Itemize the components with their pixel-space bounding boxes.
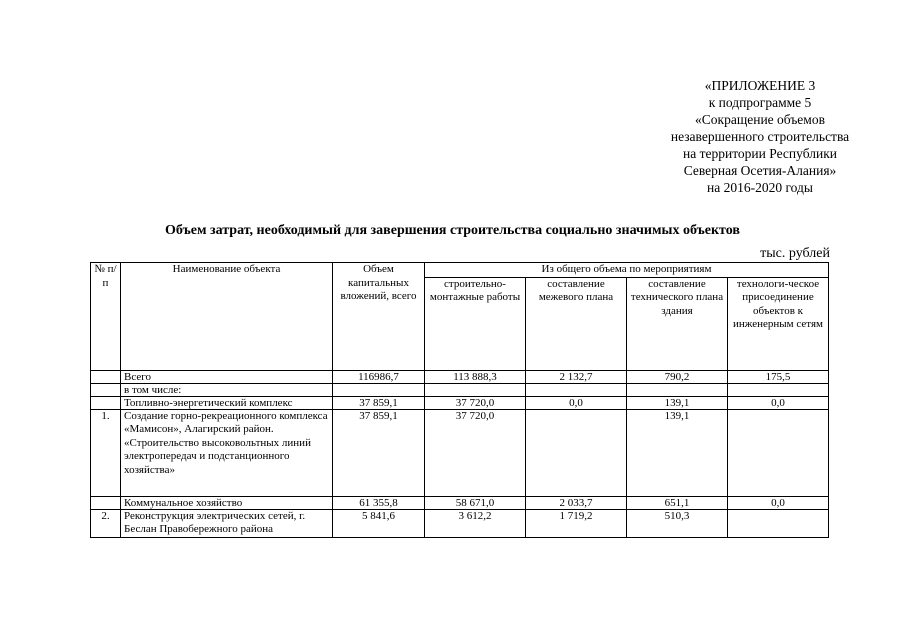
row-total: 116986,7	[333, 370, 425, 383]
appendix-line: «Сокращение объемов	[695, 112, 825, 127]
row-connection	[728, 383, 829, 396]
header-technical-plan: составление технического плана здания	[627, 277, 728, 370]
table-row	[91, 509, 829, 537]
row-construction: 113 888,3	[425, 370, 526, 383]
row-num	[91, 370, 121, 383]
row-survey-plan	[526, 383, 627, 396]
header-survey-plan: составление межевого плана	[526, 277, 627, 370]
header-num: № п/п	[91, 263, 121, 371]
row-total: 61 355,8	[333, 496, 425, 509]
table-row	[91, 383, 829, 396]
cost-table	[90, 262, 829, 538]
row-total: 37 859,1	[333, 409, 425, 496]
row-technical-plan: 510,3	[627, 509, 728, 537]
appendix-header	[640, 77, 880, 196]
row-construction: 37 720,0	[425, 396, 526, 409]
row-survey-plan: 0,0	[526, 396, 627, 409]
row-technical-plan: 139,1	[627, 409, 728, 496]
row-name: Коммунальное хозяйство	[121, 496, 333, 509]
row-construction: 37 720,0	[425, 409, 526, 496]
appendix-line: «ПРИЛОЖЕНИЕ 3	[704, 78, 816, 93]
row-survey-plan	[526, 409, 627, 496]
header-group: Из общего объема по мероприятиям	[425, 263, 829, 278]
row-num: 1.	[91, 409, 121, 496]
row-name: Создание горно-рекреационного комплекса «Мамисон», Алагирский район. «Строительство высоковольтных линий электропередач и подстанционного хозяйства»	[121, 409, 333, 496]
row-construction: 3 612,2	[425, 509, 526, 537]
header-total: Объем капитальных вложений, всего	[333, 263, 425, 371]
row-survey-plan: 2 033,7	[526, 496, 627, 509]
row-name: Реконструкция электрических сетей, г. Беслан Правобережного района	[121, 509, 333, 537]
row-num	[91, 496, 121, 509]
row-technical-plan	[627, 383, 728, 396]
appendix-line: к подпрограмме 5	[708, 95, 812, 110]
row-technical-plan: 790,2	[627, 370, 728, 383]
appendix-line: на территории Республики	[683, 146, 837, 161]
row-connection: 0,0	[728, 496, 829, 509]
appendix-line: на 2016-2020 годы	[707, 180, 813, 195]
table-row	[91, 370, 829, 383]
row-connection: 175,5	[728, 370, 829, 383]
table-row	[91, 409, 829, 496]
appendix-line: Северная Осетия-Алания»	[683, 163, 837, 178]
header-row	[91, 263, 829, 278]
row-num	[91, 383, 121, 396]
row-total: 37 859,1	[333, 396, 425, 409]
row-technical-plan: 139,1	[627, 396, 728, 409]
row-name: Топливно-энергетический комплекс	[121, 396, 333, 409]
units-label: тыс. рублей	[760, 246, 830, 261]
row-construction	[425, 383, 526, 396]
row-construction: 58 671,0	[425, 496, 526, 509]
row-name: в том числе:	[121, 383, 333, 396]
row-name: Всего	[121, 370, 333, 383]
row-connection: 0,0	[728, 396, 829, 409]
row-total: 5 841,6	[333, 509, 425, 537]
row-total	[333, 383, 425, 396]
row-technical-plan: 651,1	[627, 496, 728, 509]
header-name: Наименование объекта	[121, 263, 333, 371]
row-connection	[728, 509, 829, 537]
table-row	[91, 396, 829, 409]
table-row	[91, 496, 829, 509]
appendix-line: незавершенного строительства	[670, 129, 850, 144]
row-survey-plan: 2 132,7	[526, 370, 627, 383]
row-num: 2.	[91, 509, 121, 537]
header-construction: строительно-монтажные работы	[425, 277, 526, 370]
document-title: Объем затрат, необходимый для завершения строительства социально значимых объектов	[165, 223, 740, 238]
row-connection	[728, 409, 829, 496]
row-survey-plan: 1 719,2	[526, 509, 627, 537]
row-num	[91, 396, 121, 409]
header-connection: технологи-ческое присоединение объектов к инженерным сетям	[728, 277, 829, 370]
